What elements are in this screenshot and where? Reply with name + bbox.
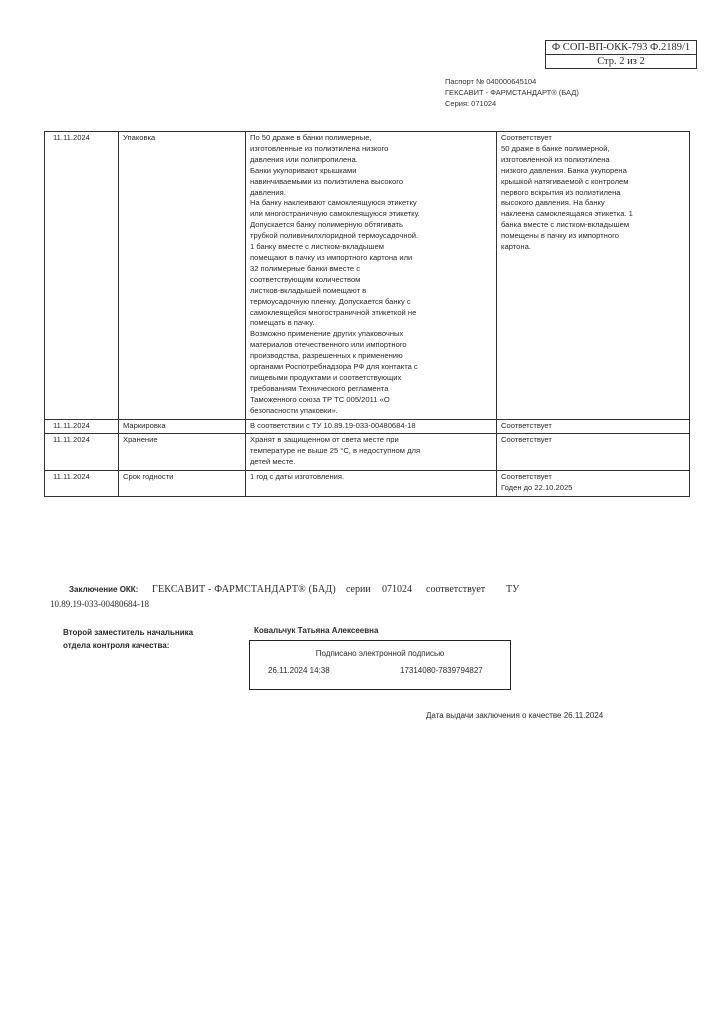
signer-position: Второй заместитель начальника отдела контроля качества:	[63, 628, 194, 650]
row-requirement: Хранят в защищенном от света месте при температуре не выше 25 °С, в недоступном для детей месте.	[246, 434, 497, 471]
table-row	[45, 471, 690, 497]
issue-date: Дата выдачи заключения о качестве 26.11.2024	[426, 711, 604, 720]
electronic-signature-box	[249, 640, 511, 690]
conclusion-tu-label: ТУ	[506, 584, 520, 595]
conclusion-product: ГЕКСАВИТ - ФАРМСТАНДАРТ® (БАД)	[152, 584, 336, 595]
row-parameter: Хранение	[119, 434, 246, 471]
conclusion-series-number: 071024	[382, 584, 412, 595]
row-parameter: Срок годности	[119, 471, 246, 497]
row-parameter: Упаковка	[119, 132, 246, 420]
row-result: Соответствует Годен до 22.10.2025	[497, 471, 690, 497]
row-result: Соответствует 50 драже в банке полимерной, изготовленной из полиэтилена низкого давления. Банка укупорена крышкой натягиваемой с контролем первого вскрытия из полиэтилена высокого давления. На банку наклеена самоклеящаяся этикетка. 1 банка вместе с листком-вкладышем помещены в пачку из импортного картона.	[497, 132, 690, 420]
row-requirement: По 50 драже в банки полимерные, изготовленные из полиэтилена низкого давления или полипропилена. Банки укупоривают крышками навинчиваемыми из полиэтилена высокого давления. На банку наклеивают самоклеящуюся этикетку или многостраничную самоклеящуюся этикетку. Допускается банку полимерную обтягивать трубкой поливинилхлоридной термоусадочной. 1 банку вместе с листком-вкладышем помещают в пачку из импортного картона или 32 полимерные банки вместе с соответствующим количеством листков-вкладышей помещают в термоусадочную пленку. Допускается банку с самоклеящейся многостраничной этикеткой не помещать в пачку. Возможно применение других упаковочных материалов отечественного или импортного производства, разрешенных к применению органами Роспотребнадзора РФ для контакта с пищевыми продуктами и соответствующих требованиям Технического регламента Таможенного союза ТР ТС 005/2011 «О безопасности упаковки».	[246, 132, 497, 420]
quality-table	[44, 131, 690, 497]
esig-datetime: 26.11.2024 14:38	[268, 666, 330, 675]
table-row	[45, 434, 690, 471]
passport-series: Серия: 071024	[445, 99, 497, 108]
row-requirement: 1 год с даты изготовления.	[246, 471, 497, 497]
conclusion-series-word: серии	[346, 584, 371, 595]
row-requirement: В соответствии с ТУ 10.89.19-033-00480684-18	[246, 419, 497, 434]
page-info: Стр. 2 из 2	[546, 54, 696, 68]
esig-id: 17314080-7839794827	[400, 666, 483, 675]
passport-number: Паспорт № 040000645104	[445, 77, 537, 86]
conclusion-verdict: соответствует	[426, 584, 486, 595]
form-code: Ф СОП-ВП-ОКК-793 Ф.2189/1	[551, 42, 691, 53]
conclusion-tu-number: 10.89.19-033-00480684-18	[50, 599, 149, 609]
row-result: Соответствует	[497, 419, 690, 434]
row-result: Соответствует	[497, 434, 690, 471]
row-date: 11.11.2024	[45, 419, 119, 434]
table-row	[45, 132, 690, 420]
conclusion-label: Заключение ОКК:	[69, 585, 139, 594]
esig-title: Подписано электронной подписью	[315, 649, 445, 658]
row-date: 11.11.2024	[45, 132, 119, 420]
row-date: 11.11.2024	[45, 434, 119, 471]
passport-block	[445, 76, 579, 109]
row-parameter: Маркировка	[119, 419, 246, 434]
signer-name: Ковальчук Татьяна Алексеевна	[254, 626, 379, 635]
table-row	[45, 419, 690, 434]
passport-product: ГЕКСАВИТ - ФАРМСТАНДАРТ® (БАД)	[445, 88, 579, 97]
document-code-box	[545, 40, 697, 69]
row-date: 11.11.2024	[45, 471, 119, 497]
